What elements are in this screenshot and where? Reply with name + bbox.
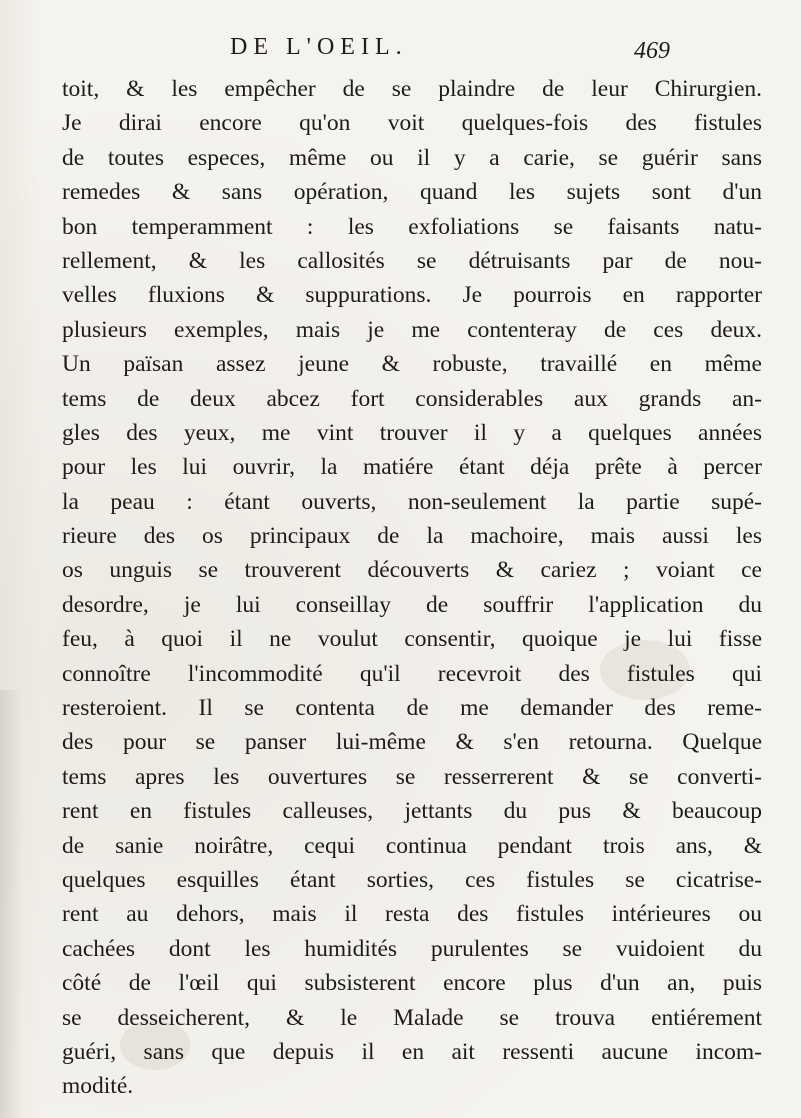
text-line: de sanie noirâtre, cequi continua pendant trois ans, & [62,832,762,859]
text-line: des pour se panser lui-même & s'en retourna. Quelque [62,729,762,756]
text-line: pour les lui ouvrir, la matiére étant déja prête à percer [62,454,762,481]
text-line: de toutes especes, même ou il y a carie, se guérir sans [62,144,762,171]
text-line: Je dirai encore qu'on voit quelques-fois des fistules [62,110,762,137]
text-line: tems apres les ouvertures se resserrerent & se converti- [62,763,762,790]
text-line: quelques esquilles étant sorties, ces fistules se cicatrise- [62,866,762,893]
text-line: remedes & sans opération, quand les sujets sont d'un [62,179,762,206]
text-line: feu, à quoi il ne voulut consentir, quoique je lui fisse [62,626,762,653]
text-line: velles fluxions & suppurations. Je pourrois en rapporter [62,282,762,309]
page-gutter-shadow [0,690,22,1118]
text-line: toit, & les empêcher de se plaindre de leur Chirurgien. [62,76,762,102]
text-line: connoître l'incommodité qu'il recevroit des fistules qui [62,660,762,687]
text-line: rieure des os principaux de la machoire, mais aussi les [62,523,762,550]
text-line: os unguis se trouverent découverts & cariez ; voiant ce [62,557,762,584]
text-line: gles des yeux, me vint trouver il y a quelques années [62,419,762,446]
text-line: tems de deux abcez fort considerables aux grands an- [62,385,762,412]
text-line: côté de l'œil qui subsisterent encore plus d'un an, puis [62,970,762,997]
page-number: 469 [634,38,670,64]
text-line: se desseicherent, & le Malade se trouva entiérement [62,1004,762,1031]
text-line: plusieurs exemples, mais je me contenteray de ces deux. [62,316,762,343]
text-line: cachées dont les humidités purulentes se vuidoient du [62,935,762,962]
text-line: modité. [62,1073,134,1100]
running-title: DE L'OEIL. [230,34,408,60]
text-line: rellement, & les callosités se détruisants par de nou- [62,247,762,274]
body-text [62,72,762,1104]
text-line: resteroient. Il se contenta de me demander des reme- [62,695,762,722]
text-line: bon temperamment : les exfoliations se faisants natu- [62,213,762,240]
text-line: desordre, je lui conseillay de souffrir l'application du [62,591,762,618]
text-line: rent en fistules calleuses, jettants du pus & beaucoup [62,798,762,825]
text-line: Un païsan assez jeune & robuste, travaillé en même [62,351,762,378]
text-line: rent au dehors, mais il resta des fistules intérieures ou [62,901,762,928]
page-header [230,34,670,68]
text-line: la peau : étant ouverts, non-seulement la partie supé- [62,488,762,515]
text-line: guéri, sans que depuis il en ait ressenti aucune incom- [62,1038,762,1065]
